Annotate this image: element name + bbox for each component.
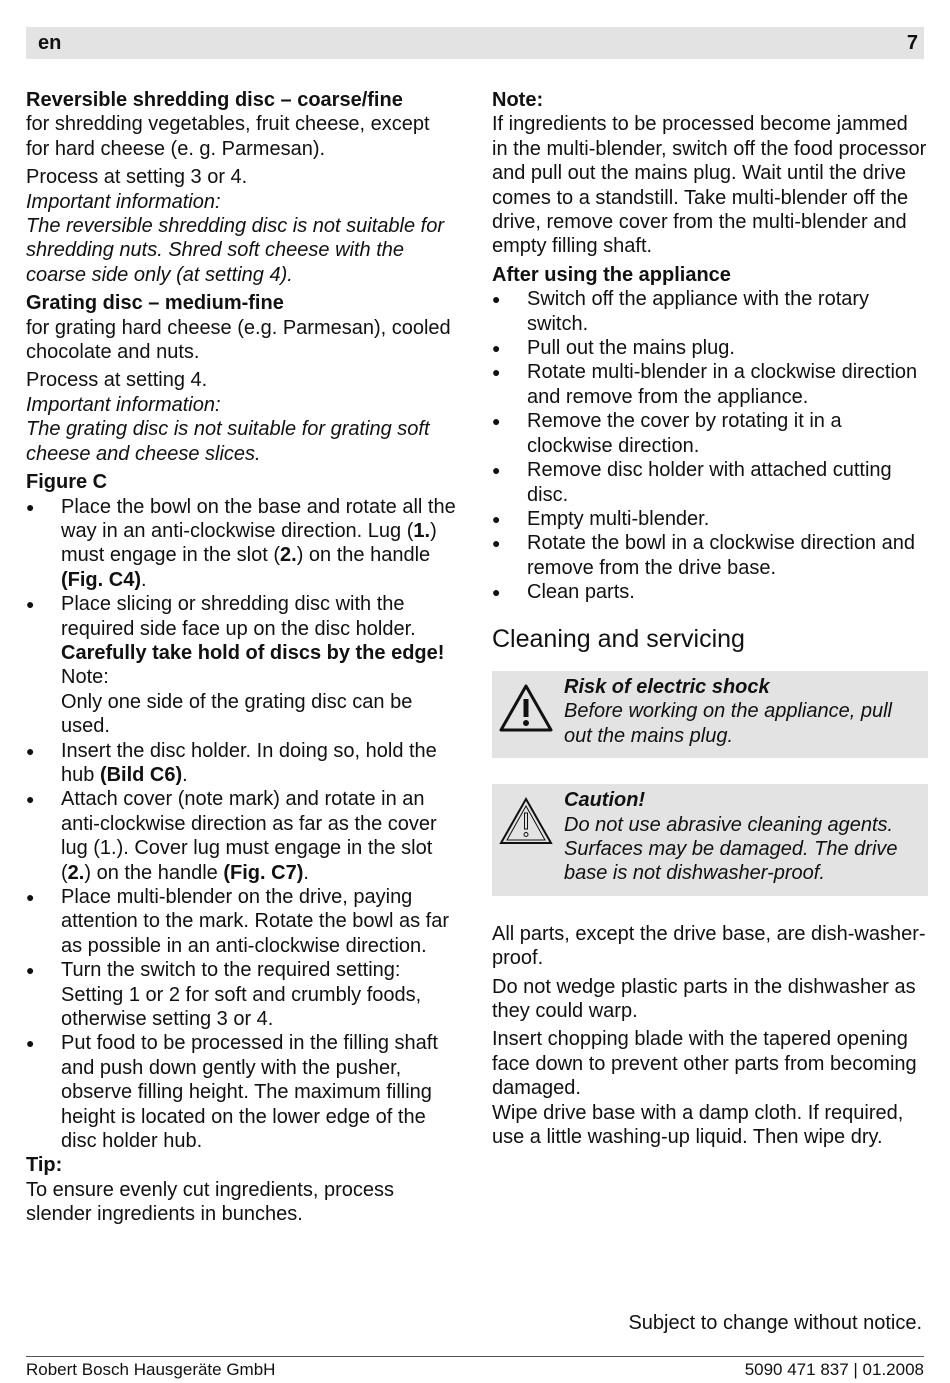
shredding-disc-description: for shredding vegetables, fruit cheese, except for hard cheese (e. g. Parmesan).	[26, 113, 430, 160]
list-item: ● Remove disc holder with attached cutting disc.	[492, 458, 928, 507]
electric-shock-warning	[492, 671, 928, 758]
list-item: ● Put food to be processed in the filling shaft and push down gently with the pusher, observe filling height. The maximum filling height is located on the lower edge of the disc holder hub.	[26, 1031, 458, 1153]
list-item: ● Clean parts.	[492, 580, 928, 604]
cleaning-paragraph-3: Insert chopping blade with the tapered opening face down to prevent other parts from becoming damaged.	[492, 1028, 917, 1100]
cleaning-paragraph-4: Wipe drive base with a damp cloth. If required, use a little washing-up liquid. Then wipe dry.	[492, 1101, 904, 1149]
warning-triangle-icon	[498, 675, 564, 748]
tip-text: To ensure evenly cut ingredients, process slender ingredients in bunches.	[26, 1178, 394, 1226]
grating-info-label: Important information:	[26, 393, 221, 416]
right-column	[492, 88, 928, 1149]
list-item: ● Rotate the bowl in a clockwise direction and remove from the drive base.	[492, 531, 928, 580]
caution-notice	[492, 784, 928, 896]
shredding-disc-heading: Reversible shredding disc – coarse/fine	[26, 89, 403, 111]
grating-info-text: The grating disc is not suitable for grating soft cheese and cheese slices.	[26, 418, 430, 465]
list-item: ● Pull out the mains plug.	[492, 336, 928, 360]
figure-c-steps	[26, 495, 458, 1154]
list-item: ● Switch off the appliance with the rotary switch.	[492, 287, 928, 336]
document-number: 5090 471 837 | 01.2008	[744, 1360, 924, 1379]
warning-title: Risk of electric shock	[564, 675, 770, 698]
cleaning-section-title: Cleaning and servicing	[492, 624, 745, 653]
language-code: en	[38, 31, 62, 54]
list-item: ● Place multi-blender on the drive, paying attention to the mark. Rotate the bowl as far as possible in an anti-clockwise direction.	[26, 885, 458, 958]
footer-divider	[26, 1356, 924, 1357]
list-item: ● Remove the cover by rotating it in a clockwise direction.	[492, 409, 928, 458]
figure-c-heading: Figure C	[26, 471, 108, 494]
list-item: ● Place slicing or shredding disc with the required side face up on the disc holder. Carefully take hold of discs by the edge! Note: Only one side of the grating disc can be used.	[26, 592, 458, 738]
shredding-disc-setting: Process at setting 3 or 4.	[26, 166, 248, 189]
page-number: 7	[906, 31, 918, 54]
caution-title: Caution!	[564, 789, 646, 812]
note-heading: Note:	[492, 89, 544, 111]
list-item: ● Rotate multi-blender in a clockwise direction and remove from the appliance.	[492, 360, 928, 409]
page-header	[26, 27, 924, 59]
grating-disc-description: for grating hard cheese (e.g. Parmesan), cooled chocolate and nuts.	[26, 316, 451, 364]
shredding-info-text: The reversible shredding disc is not suitable for shredding nuts. Shred soft cheese with the coarse side only (at setting 4).	[26, 215, 444, 286]
caution-text: Do not use abrasive cleaning agents. Surfaces may be damaged. The drive base is not dishwasher-proof.	[564, 813, 898, 885]
left-column	[26, 88, 458, 1227]
after-use-heading: After using the appliance	[492, 263, 731, 286]
change-notice: Subject to change without notice.	[628, 1312, 922, 1334]
list-item: ● Attach cover (note mark) and rotate in an anti-clockwise direction as far as the cover lug (1.). Cover lug must engage in the slot (2.) on the handle (Fig. C7).	[26, 787, 458, 885]
list-item: ● Empty multi-blender.	[492, 507, 928, 531]
tip-heading: Tip:	[26, 1154, 63, 1177]
list-item: ● Place the bowl on the base and rotate all the way in an anti-clockwise direction. Lug (1.) must engage in the slot (2.) on the handle (Fig. C4).	[26, 495, 458, 593]
warning-text: Before working on the appliance, pull out the mains plug.	[564, 700, 892, 747]
note-text: If ingredients to be processed become jammed in the multi-blender, switch off the food processor and pull out the mains plug. Wait until the drive comes to a standstill. Take multi-blender off the drive, remove cover from the multi-blender and empty filling shaft.	[492, 113, 927, 258]
company-name: Robert Bosch Hausgeräte GmbH	[26, 1360, 276, 1379]
list-item: ● Turn the switch to the required setting: Setting 1 or 2 for soft and crumbly foods, otherwise setting 3 or 4.	[26, 958, 458, 1031]
list-item: ● Insert the disc holder. In doing so, hold the hub (Bild C6).	[26, 739, 458, 788]
after-use-steps	[492, 287, 928, 604]
caution-triangle-icon	[498, 788, 564, 886]
cleaning-paragraph-1: All parts, except the drive base, are dish-washer-proof.	[492, 922, 926, 970]
grating-disc-setting: Process at setting 4.	[26, 369, 208, 392]
cleaning-paragraph-2: Do not wedge plastic parts in the dishwasher as they could warp.	[492, 975, 916, 1022]
grating-disc-heading: Grating disc – medium-fine	[26, 292, 284, 315]
shredding-info-label: Important information:	[26, 190, 221, 213]
